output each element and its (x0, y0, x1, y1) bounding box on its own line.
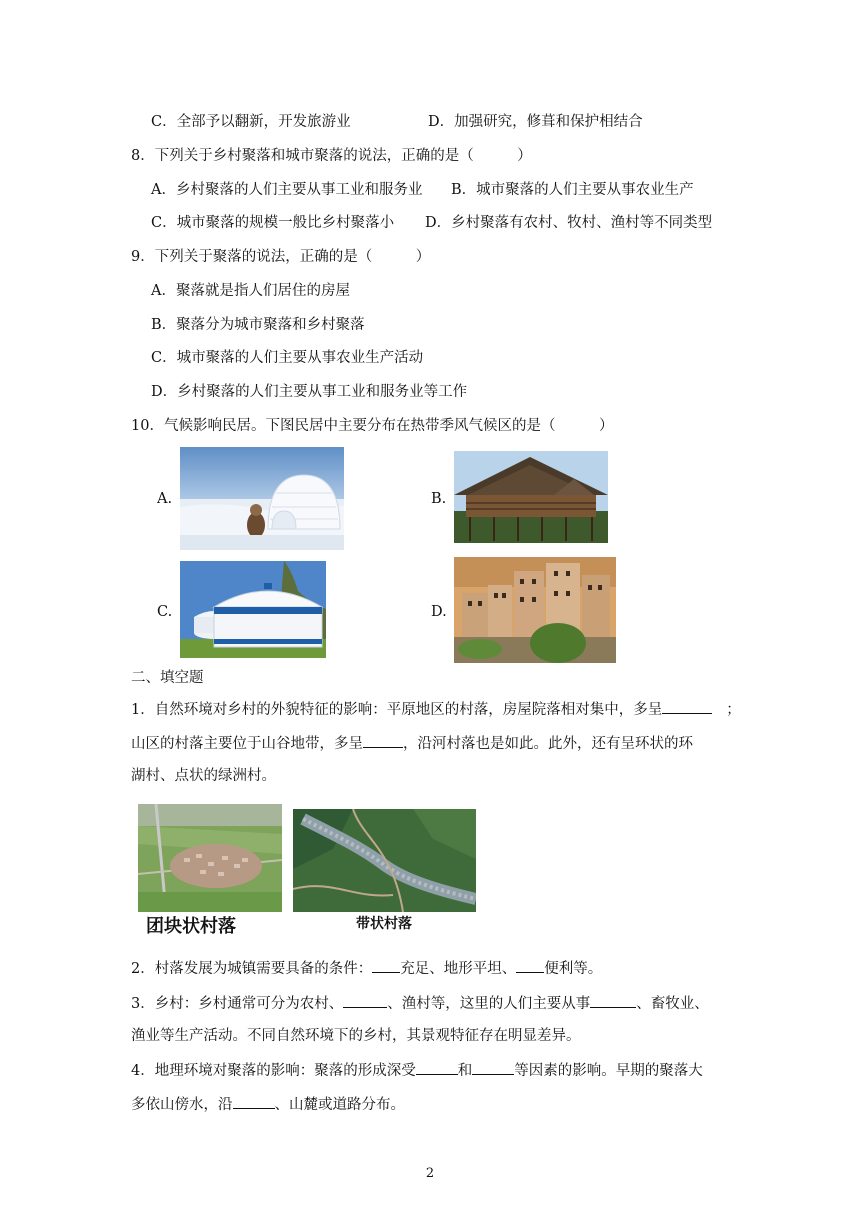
fill-q1-text-b: ； (726, 702, 741, 718)
fill-q3-text-b: 、渔村等，这里的人们主要从事 (387, 996, 591, 1012)
fill-q4-text-b: 和 (457, 1063, 473, 1079)
fill-q3-line1 (131, 993, 709, 1014)
q7-option-c: C．全部予以翻新，开发旅游业 (151, 114, 351, 130)
clustered-village-photo (138, 804, 282, 912)
fill-q2-blank-1[interactable] (372, 958, 400, 973)
yurt-photo (180, 561, 326, 658)
fill-q2-blank-2[interactable] (516, 958, 544, 973)
igloo-photo (180, 447, 344, 550)
q9-option-c: C．城市聚落的人们主要从事农业生产活动 (151, 350, 424, 366)
fill-q4-text-e: 、山麓或道路分布。 (274, 1097, 405, 1113)
fill-q2 (131, 958, 602, 979)
fill-q4-blank-1[interactable] (416, 1060, 458, 1075)
q8-option-a: A．乡村聚落的人们主要从事工业和服务业 (151, 182, 423, 198)
q9-stem: 9．下列关于聚落的说法，正确的是（ ） (131, 249, 431, 265)
q9-option-a: A．聚落就是指人们居住的房屋 (151, 283, 350, 299)
fill-q3-text-c: 、畜牧业、 (636, 996, 709, 1012)
clustered-village-caption: 团块状村落 (146, 916, 236, 937)
section-fill-in-title: 二、填空题 (131, 670, 204, 686)
fill-q4-blank-2[interactable] (472, 1060, 514, 1075)
q9-option-b: B．聚落分为城市聚落和乡村聚落 (151, 317, 365, 333)
fill-q4-blank-3[interactable] (233, 1094, 275, 1109)
fill-q4-line1 (131, 1060, 703, 1081)
stilt-house-photo (454, 451, 608, 543)
q8-stem: 8．下列关于乡村聚落和城市聚落的说法，正确的是（ ） (131, 148, 532, 164)
q10-option-c-label: C. (157, 604, 173, 620)
fill-q4-text-a: 4．地理环境对聚落的影响：聚落的形成深受 (131, 1063, 416, 1079)
strip-village-caption: 带状村落 (356, 916, 412, 932)
fill-q1-text-a: 1．自然环境对乡村的外貌特征的影响：平原地区的村落，房屋院落相对集中，多呈 (131, 702, 663, 718)
fill-q4-text-d: 多依山傍水，沿 (131, 1097, 233, 1113)
q7-option-d: D．加强研究，修葺和保护相结合 (428, 114, 643, 130)
fill-q2-text-b: 充足、地形平坦、 (400, 961, 517, 977)
fill-q2-text-c: 便利等。 (544, 961, 603, 977)
q10-stem: 10．气候影响民居。下图民居中主要分布在热带季风气候区的是（ ） (131, 418, 614, 434)
fill-q1-blank-2[interactable] (363, 733, 403, 748)
fill-q3-line2: 渔业等生产活动。不同自然环境下的乡村，其景观特征存在明显差异。 (131, 1028, 581, 1044)
fill-q1-line3: 湖村、点状的绿洲村。 (131, 768, 276, 784)
fill-q3-blank-2[interactable] (590, 993, 636, 1008)
q10-option-a-label: A. (157, 491, 173, 507)
fill-q3-blank-1[interactable] (343, 993, 387, 1008)
page-number: 2 (425, 1166, 435, 1181)
fill-q4-line2 (131, 1094, 405, 1115)
fill-q3-text-a: 3．乡村：乡村通常可分为农村、 (131, 996, 344, 1012)
q8-option-b: B．城市聚落的人们主要从事农业生产 (451, 182, 694, 198)
q10-option-b-label: B. (431, 491, 447, 507)
fill-q1-text-d: ，沿河村落也是如此。此外，还有呈环状的环 (403, 736, 693, 752)
strip-village-photo (293, 809, 476, 912)
q9-option-d: D．乡村聚落的人们主要从事工业和服务业等工作 (151, 384, 468, 400)
fill-q1-blank-1[interactable] (662, 699, 712, 714)
fill-q1-line2 (131, 733, 693, 754)
fill-q2-text-a: 2．村落发展为城镇需要具备的条件： (131, 961, 373, 977)
q10-option-d-label: D. (431, 604, 447, 620)
fill-q1-line1 (131, 699, 741, 720)
q8-option-d: D．乡村聚落有农村、牧村、渔村等不同类型 (425, 215, 713, 231)
fill-q1-text-c: 山区的村落主要位于山谷地带，多呈 (131, 736, 363, 752)
q8-option-c: C．城市聚落的规模一般比乡村聚落小 (151, 215, 395, 231)
mud-tower-house-photo (454, 557, 616, 663)
fill-q4-text-c: 等因素的影响。早期的聚落大 (514, 1063, 703, 1079)
